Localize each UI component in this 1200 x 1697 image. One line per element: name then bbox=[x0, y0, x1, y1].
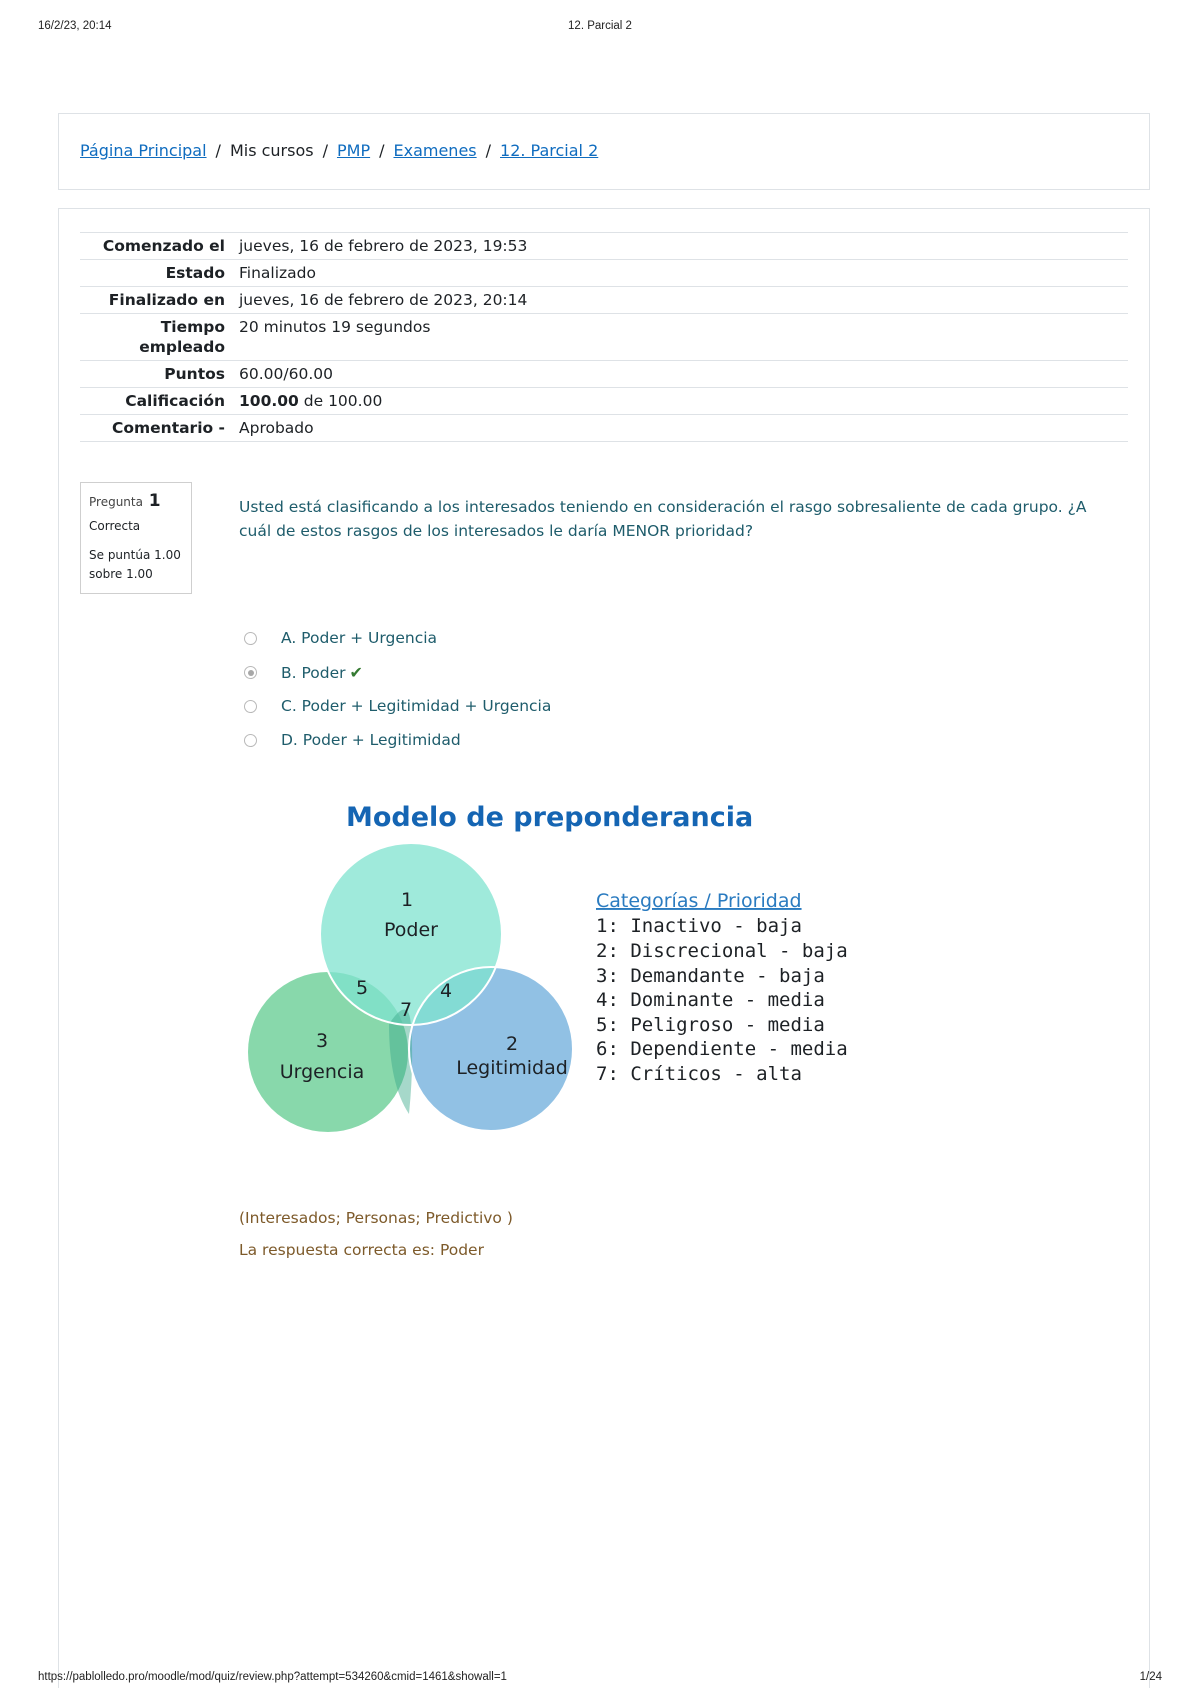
question-info-box bbox=[80, 482, 192, 594]
overlap-5-number: 5 bbox=[355, 977, 369, 999]
radio-button-selected[interactable] bbox=[244, 666, 257, 679]
summary-row-grade bbox=[80, 388, 1128, 415]
summary-value: Aprobado bbox=[239, 419, 314, 437]
summary-label: Finalizado en bbox=[108, 291, 225, 309]
print-url: https://pablolledo.pro/moodle/mod/quiz/review.php?attempt=534260&cmid=1461&showall=1 bbox=[38, 1671, 507, 1683]
question-feedback bbox=[239, 1209, 513, 1273]
legend-item: 4: Dominante - media bbox=[596, 989, 825, 1011]
answer-label: B. Poder bbox=[281, 664, 346, 682]
answer-option-d[interactable] bbox=[244, 731, 844, 765]
circle-3-label: Urgencia bbox=[279, 1061, 365, 1083]
summary-label: Comentario - bbox=[111, 419, 225, 437]
checkmark-icon: ✔ bbox=[349, 663, 363, 682]
circle-1-label: Poder bbox=[384, 919, 438, 941]
answer-list bbox=[244, 629, 844, 765]
summary-row-feedback bbox=[80, 415, 1128, 442]
diagram-title: Modelo de preponderancia bbox=[346, 802, 754, 833]
summary-value: 20 minutos 19 segundos bbox=[239, 318, 431, 336]
breadcrumb-my-courses: Mis cursos bbox=[229, 141, 314, 160]
summary-row-completed bbox=[80, 287, 1128, 314]
question-number-label: Pregunta bbox=[89, 495, 143, 509]
breadcrumb-separator: / bbox=[215, 141, 221, 160]
answer-label: D. Poder + Legitimidad bbox=[281, 731, 461, 749]
circle-2-label: Legitimidad bbox=[456, 1057, 568, 1079]
legend-item: 7: Críticos - alta bbox=[596, 1063, 802, 1085]
summary-label: Calificación bbox=[125, 392, 225, 410]
circle-1-number: 1 bbox=[400, 889, 414, 911]
right-answer: La respuesta correcta es: Poder bbox=[239, 1241, 484, 1259]
grade-max: de 100.00 bbox=[303, 392, 383, 410]
summary-value: Finalizado bbox=[239, 264, 316, 282]
radio-button[interactable] bbox=[244, 734, 257, 747]
attempt-summary-table bbox=[80, 232, 1128, 442]
legend-item: 5: Peligroso - media bbox=[596, 1014, 825, 1036]
summary-row-state bbox=[80, 260, 1128, 287]
breadcrumb-separator: / bbox=[485, 141, 492, 160]
answer-label: C. Poder + Legitimidad + Urgencia bbox=[281, 697, 552, 715]
circle-3-number: 3 bbox=[315, 1030, 329, 1052]
legend-item: 1: Inactivo - baja bbox=[596, 915, 802, 937]
legend-title: Categorías / Prioridad bbox=[596, 890, 802, 912]
general-feedback: (Interesados; Personas; Predictivo ) bbox=[239, 1209, 513, 1227]
summary-value: jueves, 16 de febrero de 2023, 20:14 bbox=[239, 291, 528, 309]
radio-button[interactable] bbox=[244, 700, 257, 713]
breadcrumb-quiz-link[interactable]: 12. Parcial 2 bbox=[500, 141, 599, 160]
summary-row-started bbox=[80, 233, 1128, 260]
summary-label: Estado bbox=[165, 264, 225, 282]
overlap-4-number: 4 bbox=[439, 980, 453, 1002]
grade-value: 100.00 bbox=[239, 392, 299, 410]
question-state: Correcta bbox=[89, 519, 141, 533]
legend-item: 2: Discrecional - baja bbox=[596, 940, 848, 962]
quiz-review-content bbox=[58, 208, 1150, 1688]
summary-value: jueves, 16 de febrero de 2023, 19:53 bbox=[239, 237, 528, 255]
radio-button[interactable] bbox=[244, 632, 257, 645]
summary-row-marks bbox=[80, 361, 1128, 388]
summary-label: Comenzado el bbox=[102, 237, 225, 255]
print-page-number: 1/24 bbox=[1139, 1671, 1162, 1683]
legend-item: 6: Dependiente - media bbox=[596, 1038, 848, 1060]
overlap-7-number: 7 bbox=[399, 999, 413, 1021]
circle-2-number: 2 bbox=[505, 1033, 519, 1055]
breadcrumb-course-link[interactable]: PMP bbox=[336, 141, 371, 160]
summary-label: Tiempo empleado bbox=[139, 318, 225, 356]
legend-item: 3: Demandante - baja bbox=[596, 965, 825, 987]
question-text: Usted está clasificando a los interesados teniendo en consideración el rasgo sobresaliente de cada grupo. ¿A cuál de estos rasgos de los interesados le daría MENOR prioridad? bbox=[239, 498, 1087, 540]
breadcrumb-home-link[interactable]: Página Principal bbox=[80, 141, 207, 160]
answer-option-b[interactable] bbox=[244, 663, 844, 697]
answer-option-c[interactable] bbox=[244, 697, 844, 731]
breadcrumb-separator: / bbox=[322, 141, 328, 160]
answer-label: A. Poder + Urgencia bbox=[281, 629, 438, 647]
print-title: 12. Parcial 2 bbox=[568, 20, 632, 32]
answer-option-a[interactable] bbox=[244, 629, 844, 663]
summary-label: Puntos bbox=[164, 365, 225, 383]
breadcrumb-section-link[interactable]: Examenes bbox=[393, 141, 477, 160]
breadcrumb-separator: / bbox=[379, 141, 385, 160]
breadcrumb bbox=[58, 113, 1150, 190]
summary-value: 60.00/60.00 bbox=[239, 365, 333, 383]
salience-model-diagram bbox=[239, 794, 919, 1154]
summary-value bbox=[239, 388, 1128, 415]
print-datetime: 16/2/23, 20:14 bbox=[38, 20, 112, 32]
summary-row-time-taken bbox=[80, 314, 1128, 361]
question-number: 1 bbox=[148, 491, 161, 511]
question-grade: Se puntúa 1.00 sobre 1.00 bbox=[89, 548, 181, 581]
